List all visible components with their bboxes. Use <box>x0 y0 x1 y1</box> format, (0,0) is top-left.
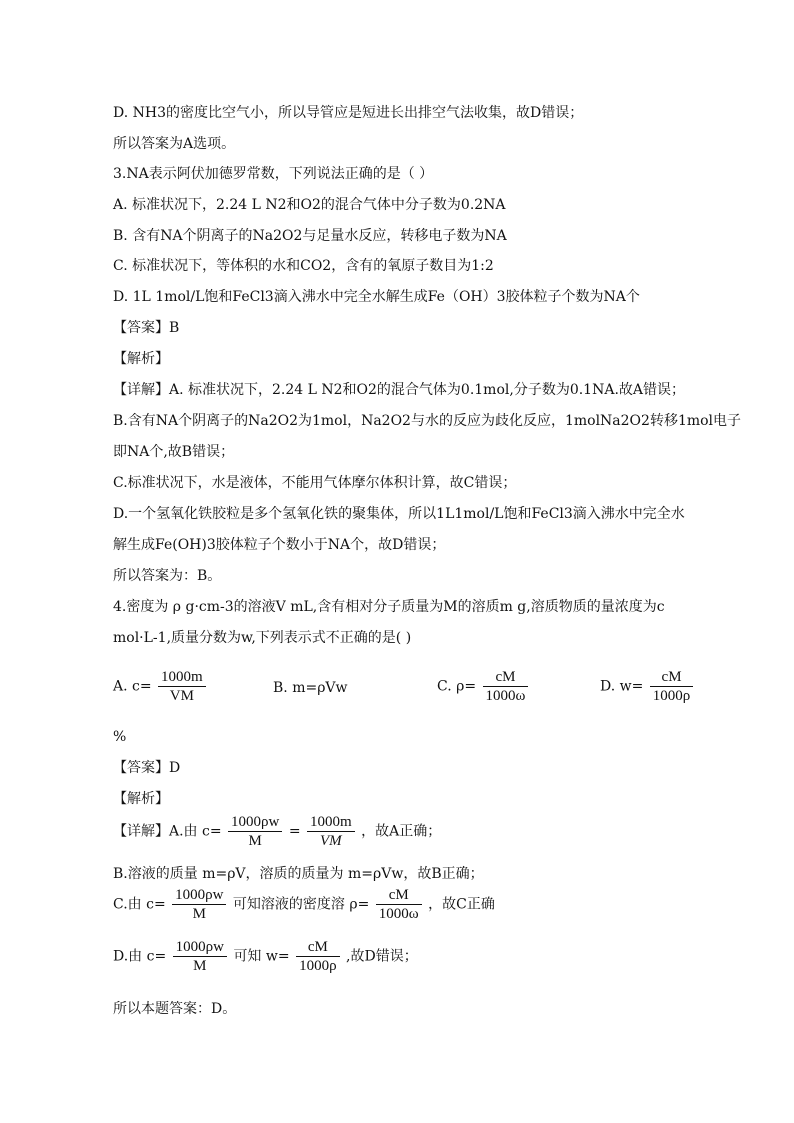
q3-option-b: B. 含有NA个阴离子的Na2O2与足量水反应，转移电子数为NA <box>113 228 507 244</box>
q3-detail-a: 【详解】A. 标准状况下，2.24 L N2和O2的混合气体为0.1mol,分子数为0.1NA.故A错误； <box>113 382 686 398</box>
q3-detail-d-cont: 解生成Fe(OH)3胶体粒子个数小于NA个，故D错误； <box>113 537 446 553</box>
q4-option-c-fraction <box>483 668 529 705</box>
q4-option-d-label: D. w= <box>600 678 644 695</box>
q4-option-a-fraction <box>158 668 206 705</box>
q4-detail-d-fraction-2 <box>296 938 340 975</box>
q4-option-a-label: A. c= <box>113 678 152 695</box>
q4-detail-c-tail: ，故C正确 <box>428 896 495 913</box>
q3-detail-b: B.含有NA个阴离子的Na2O2为1mol，Na2O2与水的反应为歧化反应，1molNa2O2转移1mol电子 <box>113 413 742 429</box>
fraction-denominator: M <box>172 904 226 923</box>
q4-option-b: B. m=ρVw <box>273 680 348 696</box>
q2-option-d-explanation: D. NH3的密度比空气小，所以导管应是短进长出排空气法收集，故D错误； <box>113 105 584 121</box>
q3-detail-b-cont: 即NA个,故B错误； <box>113 444 235 460</box>
fraction-numerator: 1000ρw <box>175 887 224 903</box>
q2-conclusion: 所以答案为A选项。 <box>113 136 236 152</box>
q3-detail-c: C.标准状况下，水是液体，不能用气体摩尔体积计算，故C错误； <box>113 475 517 491</box>
q4-stem-line1: 4.密度为 ρ g·cm-3的溶液V mL,含有相对分子质量为M的溶质m g,溶质物质的量浓度为c <box>113 599 665 615</box>
q4-detail-c <box>113 886 495 923</box>
fraction-denominator: 1000ρ <box>650 686 694 705</box>
q3-conclusion: 所以答案为：B。 <box>113 568 222 584</box>
fraction-denominator: 1000ω <box>483 686 529 705</box>
fraction-numerator: 1000ρw <box>231 814 280 830</box>
fraction-numerator: cM <box>661 669 682 685</box>
q4-detail-a-fraction-2 <box>307 813 355 850</box>
q4-option-c <box>437 668 530 705</box>
q4-detail-d-label: D.由 c= <box>113 948 167 965</box>
q3-option-a: A. 标准状况下，2.24 L N2和O2的混合气体中分子数为0.2NA <box>113 197 506 213</box>
q3-stem: 3.NA表示阿伏加德罗常数，下列说法正确的是（ ） <box>113 166 434 182</box>
fraction-denominator: M <box>228 831 282 850</box>
q4-option-a <box>113 668 208 705</box>
q4-detail-a <box>113 813 441 850</box>
fraction-numerator: cM <box>495 669 516 685</box>
q4-option-d <box>600 668 695 705</box>
q4-detail-c-fraction-1 <box>172 886 226 923</box>
q4-detail-a-fraction-1 <box>228 813 282 850</box>
q4-detail-b: B.溶液的质量 m=ρV，溶质的质量为 m=ρVw，故B正确； <box>113 866 484 882</box>
q4-detail-d <box>113 938 418 975</box>
q3-option-d: D. 1L 1mol/L饱和FeCl3滴入沸水中完全水解生成Fe（OH）3胶体粒子个数为NA个 <box>113 289 640 305</box>
q4-detail-d-mid: 可知 w= <box>233 948 290 965</box>
fraction-numerator: cM <box>307 939 328 955</box>
fraction-numerator: 1000m <box>161 669 203 685</box>
equals-sign: = <box>288 823 301 840</box>
fraction-denominator: M <box>173 956 227 975</box>
q4-conclusion: 所以本题答案：D。 <box>113 1001 237 1017</box>
q4-detail-d-tail: ,故D错误； <box>346 948 418 965</box>
q4-option-c-label: C. ρ= <box>437 678 477 695</box>
q4-option-d-fraction <box>650 668 694 705</box>
fraction-denominator: VM <box>307 831 355 850</box>
q4-detail-a-label: 【详解】A.由 c= <box>113 823 222 840</box>
q4-detail-d-fraction-1 <box>173 938 227 975</box>
fraction-denominator: VM <box>158 686 206 705</box>
q4-percent-sign: % <box>113 729 127 745</box>
q4-detail-a-tail: ，故A正确； <box>361 823 442 840</box>
q4-detail-c-mid: 可知溶液的密度溶 ρ= <box>232 896 370 913</box>
fraction-numerator: cM <box>388 887 409 903</box>
fraction-numerator: 1000ρw <box>175 939 224 955</box>
q4-analysis-heading: 【解析】 <box>113 791 169 807</box>
q4-answer: 【答案】D <box>113 760 181 776</box>
q3-analysis-heading: 【解析】 <box>113 351 169 367</box>
q4-detail-c-fraction-2 <box>376 886 422 923</box>
q4-stem-line2: mol·L-1,质量分数为w,下列表示式不正确的是( ) <box>113 630 412 646</box>
q4-detail-c-label: C.由 c= <box>113 896 166 913</box>
fraction-numerator: 1000m <box>310 814 352 830</box>
fraction-denominator: 1000ρ <box>296 956 340 975</box>
q3-detail-d: D.一个氢氧化铁胶粒是多个氢氧化铁的聚集体，所以1L1mol/L饱和FeCl3滴入沸水中完全水 <box>113 506 685 522</box>
q3-option-c: C. 标准状况下，等体积的水和CO2，含有的氧原子数目为1:2 <box>113 258 494 274</box>
q3-answer: 【答案】B <box>113 320 180 336</box>
fraction-denominator: 1000ω <box>376 904 422 923</box>
